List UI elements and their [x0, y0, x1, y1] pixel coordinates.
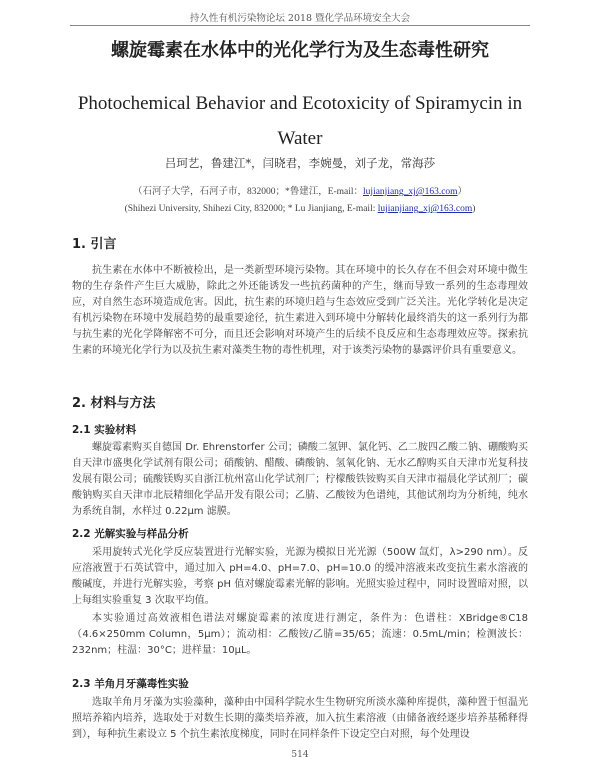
- hplc-paragraph: 本实验通过高效液相色谱法对螺旋霉素的浓度进行测定，条件为：色谱柱：XBridge®C18（4.6×250mm Column，5μm）；流动相：乙酸铵/乙腈=35/65；流速：0.5mL/min；检测波长：232nm；柱温：30°C；进样量：10μL。: [72, 613, 528, 656]
- photolysis-paragraph: 采用旋转式光化学反应装置进行光解实验，光源为模拟日光光源（500W 氙灯，λ>290 nm）。反应溶液置于石英试管中，通过加入 pH=4.0、pH=7.0、pH=10.0 的缓冲溶液来改变抗生素水溶液的酸碱度，并进行光解实验，考察 pH 值对螺旋霉素光解的影响。光照实验过程中，同时设置暗对照，以上每组实验重复 3 次取平均值。: [72, 547, 528, 606]
- title-chinese: 螺旋霉素在水体中的光化学行为及生态毒性研究: [111, 40, 489, 61]
- section-heading-methods: 2. 材料与方法: [72, 396, 156, 411]
- author-list: 吕珂艺，鲁建江*，闫晓君，李婉曼，刘子龙，常海莎: [164, 156, 436, 170]
- affiliation-chinese: [0, 183, 600, 197]
- affiliation-chinese-text: （石河子大学，石河子市，832000；*鲁建江，E-mail：: [132, 187, 364, 197]
- email-link-english[interactable]: lujianjiang_xj@163.com: [377, 204, 473, 214]
- affiliation-chinese-close: ）: [457, 187, 468, 197]
- affiliation-english: [0, 204, 600, 214]
- subsection-heading-toxicity: 2.3 羊角月牙藻毒性实验: [72, 678, 189, 690]
- running-header: 持久性有机污染物论坛 2018 暨化学品环境安全大会: [189, 13, 411, 24]
- title-english: Photochemical Behavior and Ecotoxicity of Spiramycin in Water: [77, 93, 523, 149]
- materials-paragraph: 螺旋霉素购买自德国 Dr. Ehrenstorfer 公司；磷酸二氢钾、氯化钙、乙二胺四乙酸二钠、硼酸购买自天津市盛奥化学试剂有限公司；硝酸钠、醋酸、磷酸钠、氢氧化钠、无水乙醇购买自天津市光复科技发展有限公司；硫酸镁购买自浙江杭州富山化学试剂厂；柠檬酸铁铵购买自天津市福晨化学试剂厂；碳酸钠购买自天津市北辰精细化学品开发有限公司；乙腈、乙酸铵为色谱纯，其他试剂均为分析纯，纯水为系统自制，水样过 0.22μm 滤膜。: [72, 442, 528, 517]
- section-heading-introduction: 1. 引言: [72, 237, 117, 252]
- subsection-heading-photolysis: 2.2 光解实验与样品分析: [72, 528, 189, 540]
- email-link-chinese[interactable]: lujianjiang_xj@163.com: [363, 187, 458, 197]
- page-number: 514: [291, 750, 309, 760]
- affiliation-english-close: ): [472, 204, 476, 214]
- toxicity-paragraph: 选取羊角月牙藻为实验藻种，藻种由中国科学院水生生物研究所淡水藻种库提供，藻种置于恒温光照培养箱内培养，选取处于对数生长期的藻类培养液，加入抗生素溶液（由储备液经逐步培养基稀释得到），每种抗生素设立 5 个抗生素浓度梯度，同时在同样条件下设定空白对照，每个处理设: [72, 697, 528, 740]
- introduction-paragraph: 抗生素在水体中不断被检出，是一类新型环境污染物。其在环境中的长久存在不但会对环境中微生物的生存条件产生巨大威胁，除此之外还能诱发一些抗药菌种的产生，继而导致一系列的生态毒理效应，对自然生态环境造成危害。因此，抗生素的环境归趋与生态效应受到广泛关注。光化学转化是决定有机污染物在环境中发展趋势的最重要途径，抗生素进入到环境中分解转化最终消失的这一系列行为都与抗生素的光化学降解密不可分，而且还会影响对环境产生的后续不良反应和生态毒理效应等。探索抗生素的环境光化学行为以及抗生素对藻类生物的毒性机理，对于该类污染物的暴露评价具有重要意义。: [72, 265, 528, 356]
- affiliation-english-text: (Shihezi University, Shihezi City, 832000; * Lu Jianjiang, E-mail:: [124, 204, 378, 214]
- header-rule: [70, 25, 530, 26]
- subsection-heading-materials: 2.1 实验材料: [72, 424, 137, 436]
